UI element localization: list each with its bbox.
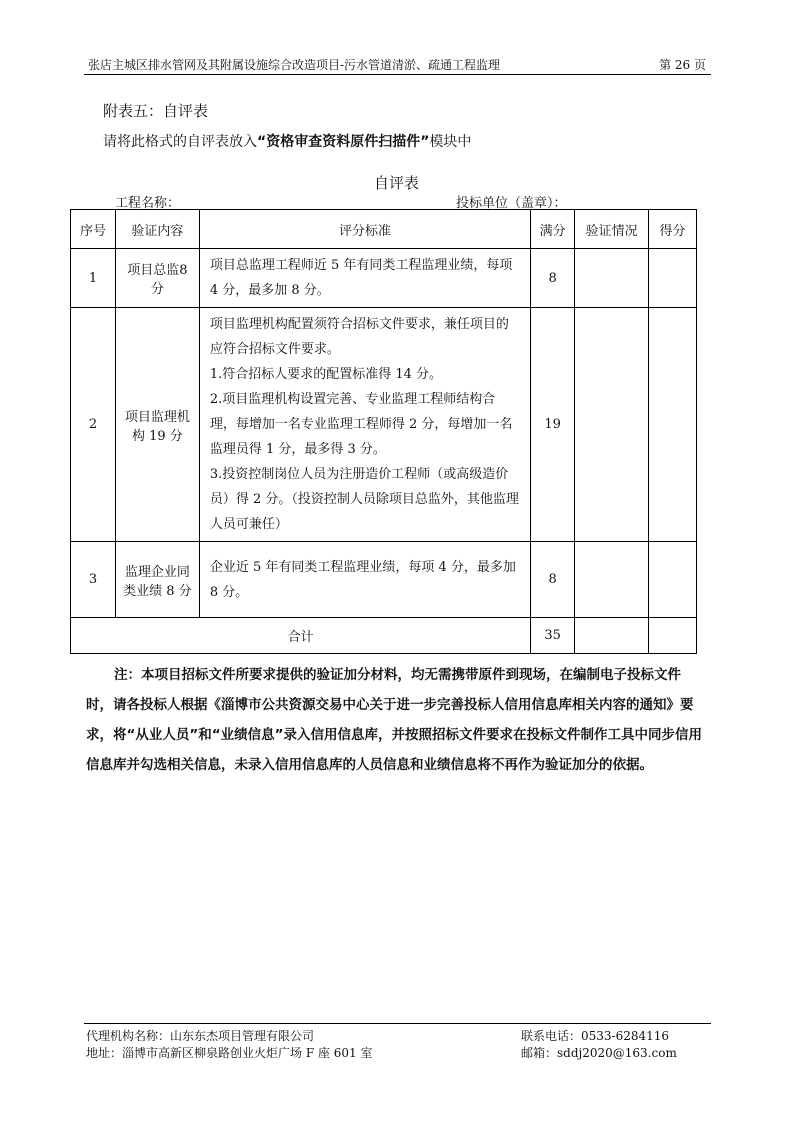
- table-header-row: [71, 210, 697, 249]
- row-score: [649, 249, 697, 308]
- total-value: 35: [531, 618, 575, 654]
- project-name-label: 工程名称：: [115, 196, 181, 211]
- appendix-title: 附表五：自评表: [103, 102, 209, 120]
- row-number: 2: [71, 308, 116, 542]
- row-content: 监理企业同类业绩 8 分: [115, 542, 199, 618]
- bidder-label: 投标单位（盖章）：: [456, 196, 567, 211]
- instruction-bold: “资格审查资料原件扫描件”: [257, 134, 430, 150]
- criteria-line: 项目总监理工程师近 5 年有同类工程监理业绩，每项 4 分，最多加 8 分。: [209, 258, 513, 298]
- header-cell: 评分标准: [199, 210, 530, 249]
- row-verification: [575, 542, 649, 618]
- header-page-number: 第 26 页: [659, 58, 706, 72]
- criteria-line: 2.项目监理机构设置完善、专业监理工程师结构合理，每增加一名专业监理工程师得 2 分，每增加一名监理员得 1 分，最多得 3 分。: [209, 392, 513, 457]
- instruction-pre: 请将此格式的自评表放入: [103, 134, 257, 150]
- row-full-score: 8: [531, 249, 575, 308]
- self-evaluation-table: [70, 209, 697, 654]
- row-number: 3: [71, 542, 116, 618]
- footer-email: 邮箱：sddj2020@163.com: [521, 1046, 677, 1060]
- row-score: [649, 542, 697, 618]
- row-verification: [575, 249, 649, 308]
- table-row: [71, 249, 697, 308]
- header-cell: 满分: [531, 210, 575, 249]
- table-row: [71, 308, 697, 542]
- row-criteria: [199, 308, 530, 542]
- footer-divider: [84, 1023, 711, 1024]
- instruction-post: 模块中: [429, 134, 472, 150]
- row-content: 项目总监8分: [115, 249, 199, 308]
- instruction-text: [103, 131, 471, 151]
- footer-address: 地址：淄博市高新区柳泉路创业火炬广场 F 座 601 室: [86, 1046, 373, 1060]
- row-content: 项目监理机构 19 分: [115, 308, 199, 542]
- total-label: 合计: [71, 618, 531, 654]
- criteria-line: 项目监理机构配置须符合招标文件要求，兼任项目的应符合招标文件要求。: [209, 317, 509, 357]
- table-row: [71, 542, 697, 618]
- header-project-title: 张店主城区排水管网及其附属设施综合改造项目-污水管道清淤、疏通工程监理: [88, 58, 501, 72]
- note-paragraph: 注：本项目招标文件所要求提供的验证加分材料，均无需携带原件到现场，在编制电子投标文件时，请各投标人根据《淄博市公共资源交易中心关于进一步完善投标人信用信息库相关内容的通知》要求，将“从业人员”和“业绩信息”录入信用信息库，并按照招标文件要求在投标文件制作工具中同步信用信息库并勾选相关信息，未录入信用信息库的人员信息和业绩信息将不再作为验证加分的依据。: [86, 667, 702, 773]
- footer-phone: 联系电话：0533-6284116: [521, 1029, 670, 1043]
- row-score: [649, 308, 697, 542]
- footer-agency: 代理机构名称：山东东杰项目管理有限公司: [86, 1029, 315, 1043]
- row-verification: [575, 308, 649, 542]
- row-full-score: 8: [531, 542, 575, 618]
- header-cell: 得分: [649, 210, 697, 249]
- row-full-score: 19: [531, 308, 575, 542]
- criteria-line: 3.投资控制岗位人员为注册造价工程师（或高级造价员）得 2 分。（投资控制人员除项目总监外，其他监理人员可兼任）: [209, 467, 519, 532]
- header-cell: 序号: [71, 210, 116, 249]
- table-total-row: [71, 618, 697, 654]
- row-number: 1: [71, 249, 116, 308]
- header-cell: 验证内容: [115, 210, 199, 249]
- row-criteria: [199, 542, 530, 618]
- header-cell: 验证情况: [575, 210, 649, 249]
- row-criteria: [199, 249, 530, 308]
- header-divider: [84, 74, 711, 75]
- criteria-line: 1.符合招标人要求的配置标准得 14 分。: [209, 367, 443, 382]
- table-caption: 自评表: [373, 174, 419, 192]
- criteria-line: 企业近 5 年有同类工程监理业绩，每项 4 分，最多加 8 分。: [209, 559, 516, 600]
- total-verification: [575, 618, 649, 654]
- page-header: [88, 56, 706, 73]
- total-score: [649, 618, 697, 654]
